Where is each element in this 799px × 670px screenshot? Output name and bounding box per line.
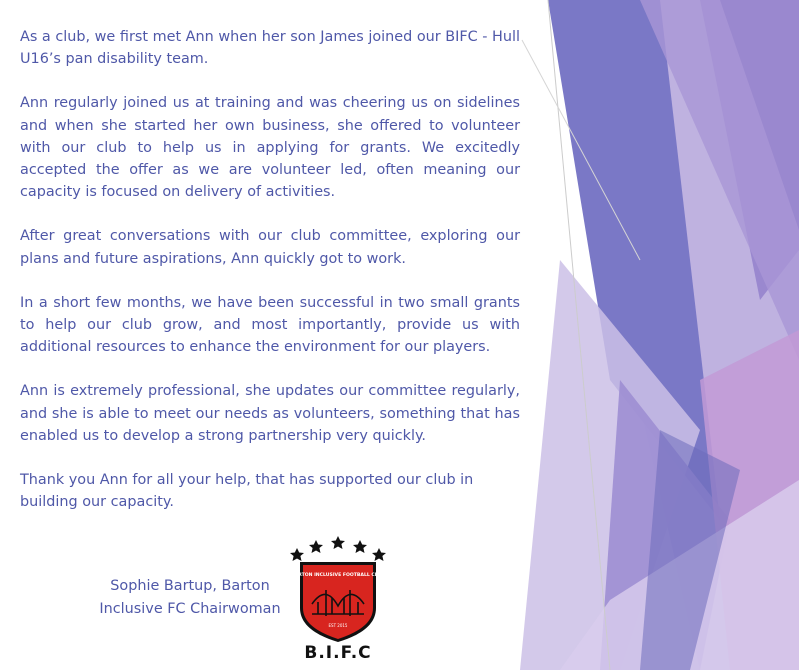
letter-paragraph: Ann regularly joined us at training and was cheering us on sidelines and when she started her own business, she offered to volunteer with our club to help us in applying for grants. We excitedly accepted the offer as we are volunteer led, often meaning our capacity is focused on delivery of activities. [20,95,520,201]
club-initials: B.I.F.C [304,643,372,663]
signature-block [90,575,290,621]
letter-paragraph: In a short few months, we have been successful in two small grants to help our club grow, and most importantly, provide us with additional resources to enhance the environment for our players. [20,294,520,356]
letter-paragraph: Ann is extremely professional, she updates our committee regularly, and she is able to meet our needs as volunteers, something that has enabled us to develop a strong partnership very quickly. [20,383,520,444]
letter-paragraph: After great conversations with our club committee, exploring our plans and future aspirations, Ann quickly got to work. [20,228,520,267]
crest-established: EST 2015 [328,623,348,628]
letter-body [20,26,520,535]
star-icon [290,536,386,561]
signature-title: Inclusive FC Chairwoman [99,601,281,617]
letter-paragraph: Thank you Ann for all your help, that has supported our club in building our capacity. [20,472,474,511]
crest-club-name: BARTON INCLUSIVE FOOTBALL CLUB [291,573,385,578]
signature-name: Sophie Bartup, Barton [110,578,270,594]
letter-paragraph: As a club, we first met Ann when her son James joined our BIFC - Hull U16’s pan disability team. [20,29,520,68]
